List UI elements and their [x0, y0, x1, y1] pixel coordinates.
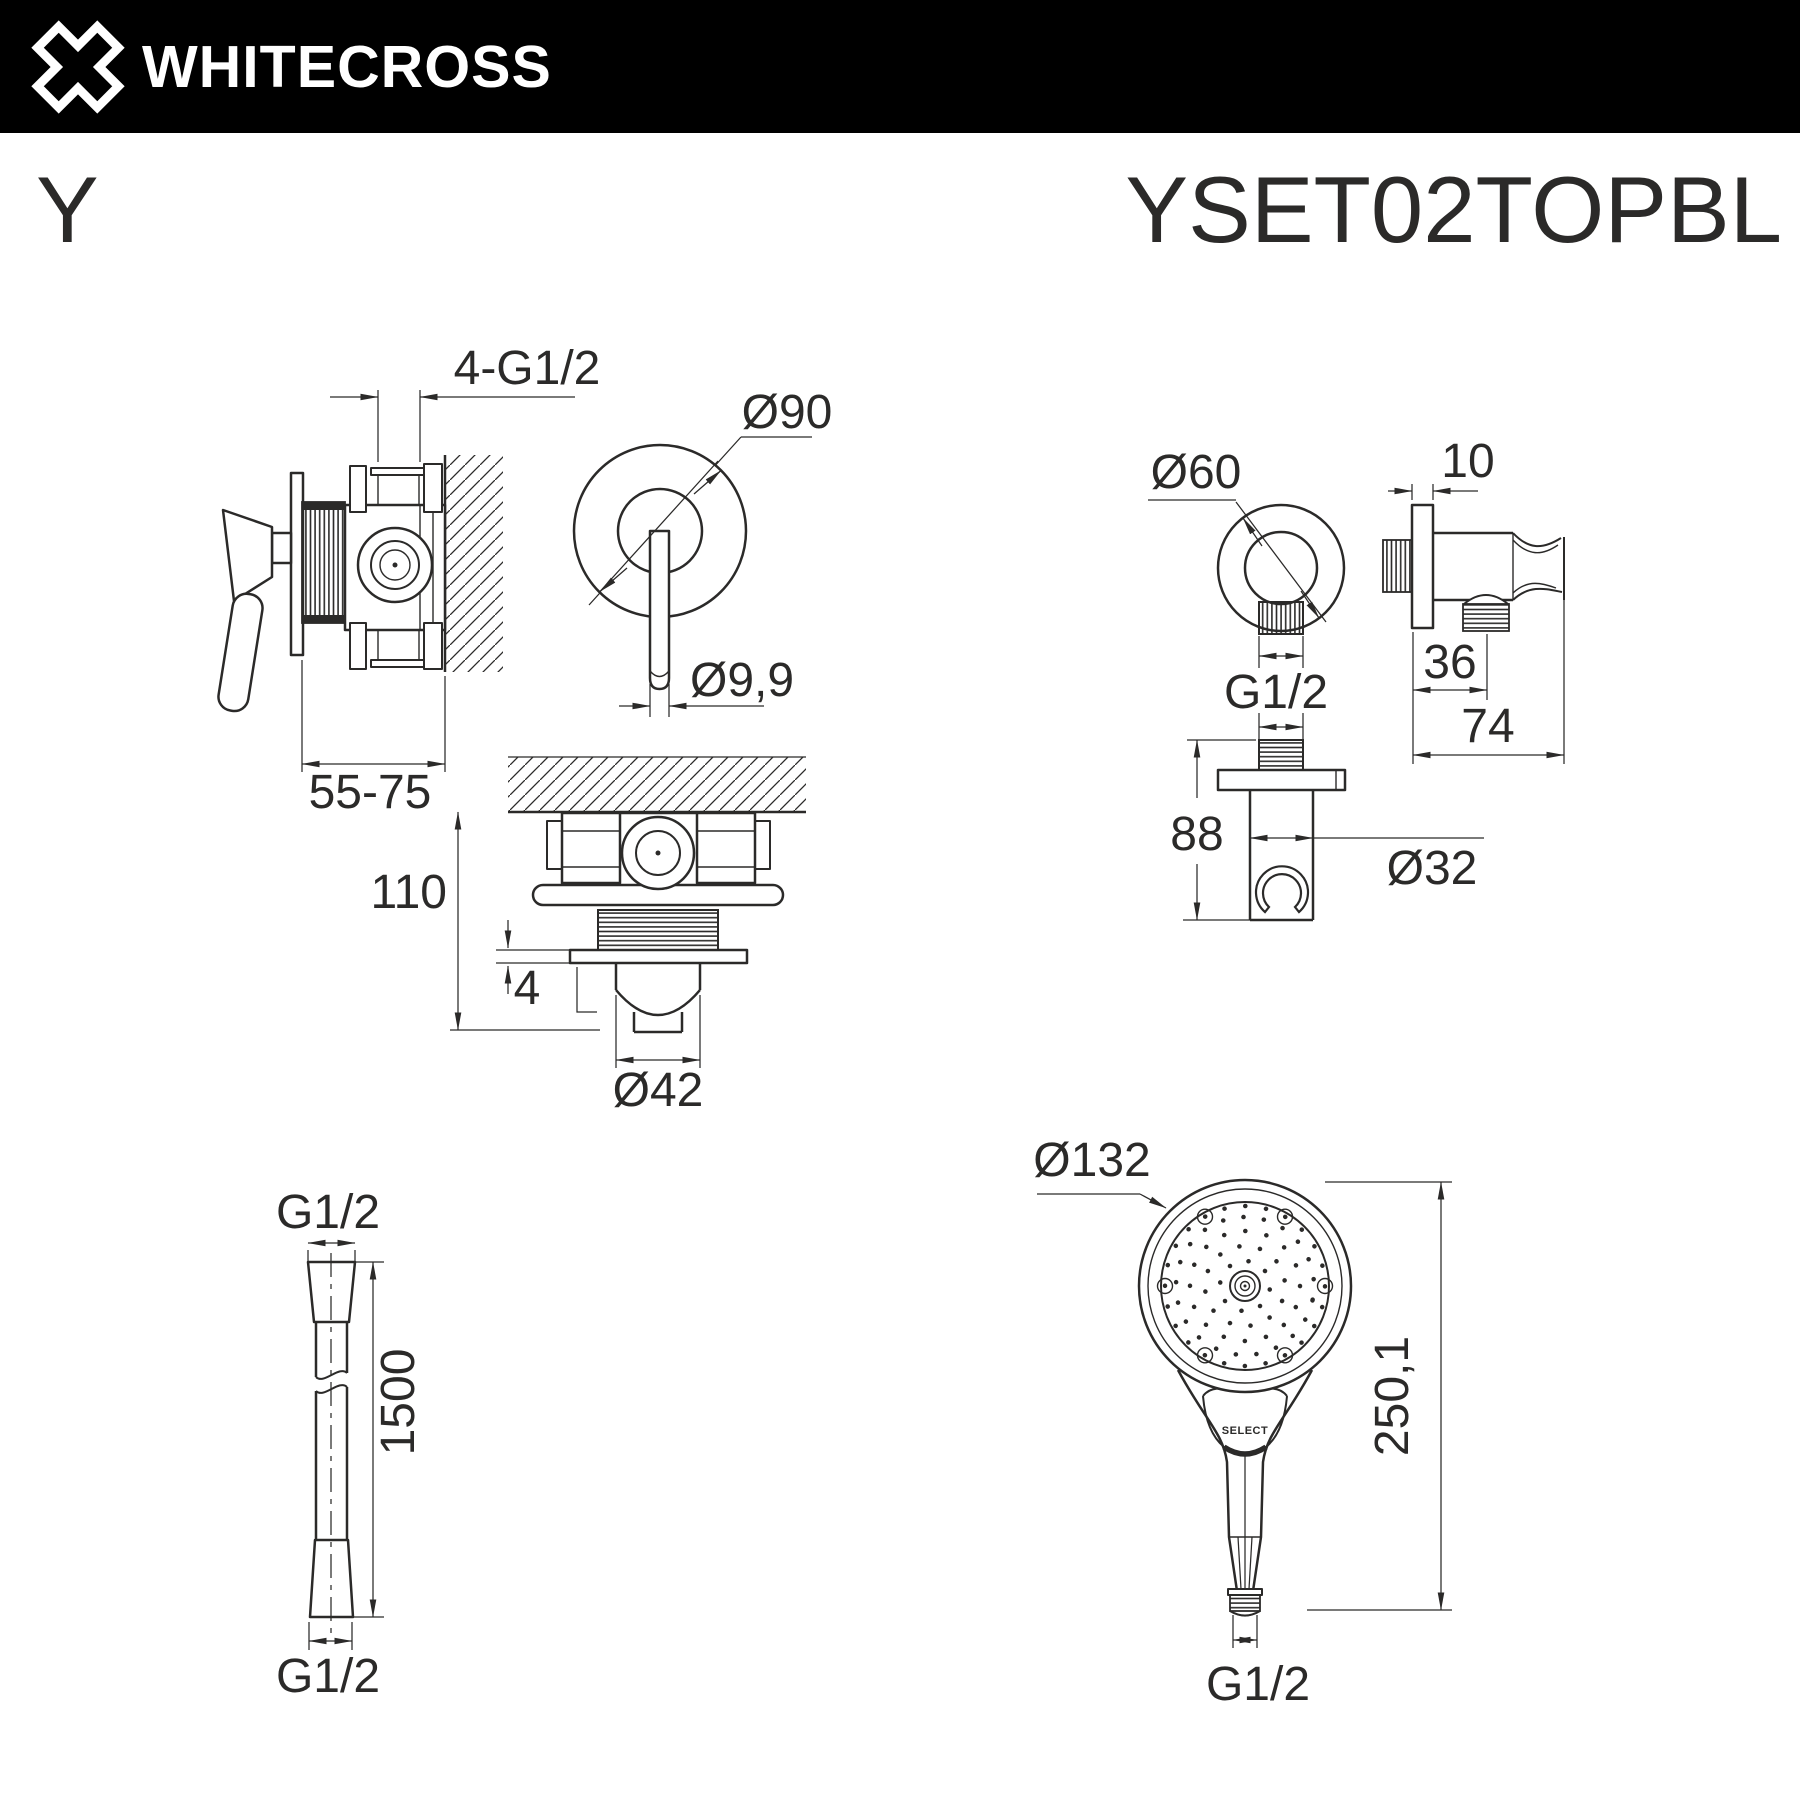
- dim-label-height: 110: [370, 866, 447, 919]
- holder-hook-top: [1513, 533, 1561, 546]
- mixer-side-view: [216, 342, 600, 819]
- dim-label-pin: Ø9,9: [690, 654, 795, 707]
- outlet-cap: [1464, 595, 1508, 604]
- valve-block-left: [562, 813, 620, 883]
- dim-label-outlet-diameter: Ø60: [1150, 446, 1242, 499]
- dim-spout-diameter: [613, 995, 704, 1117]
- dim-label-hose-thread-bottom: G1/2: [275, 1650, 381, 1703]
- model-title: YSET02TOPBL: [1125, 157, 1782, 262]
- handle-stem: [272, 533, 291, 563]
- holder-front-view: [1170, 713, 1484, 920]
- dim-pin-diameter: [619, 654, 794, 717]
- holder-flange: [1218, 770, 1345, 790]
- select-button: [1203, 1389, 1287, 1454]
- dim-label-holder-diameter: Ø32: [1386, 842, 1478, 895]
- dim-label-depth: 55-75: [308, 766, 432, 819]
- wall-plate: [1412, 505, 1433, 628]
- hand-shower-view: [1033, 1134, 1452, 1711]
- dim-label-escutcheon-diameter: Ø90: [741, 386, 833, 439]
- dim-label-offset: 36: [1423, 636, 1477, 689]
- outlet-connector-thread: [1259, 602, 1303, 634]
- dim-label-shower-thread: G1/2: [1205, 1658, 1311, 1711]
- dim-holder-height: [1170, 740, 1256, 920]
- dim-label-hose-length: 1500: [372, 1348, 425, 1456]
- dim-plate-thickness: [1388, 435, 1495, 500]
- dim-mixer-depth: [302, 660, 445, 819]
- dim-hose-length: [353, 1262, 425, 1617]
- dim-label-plate-thickness: 10: [1441, 435, 1495, 488]
- dim-mixer-ports: [330, 342, 600, 462]
- holder-stud-thread: [1259, 740, 1303, 770]
- hand-shower-handle: [1178, 1370, 1312, 1616]
- handle-connector-thread: [1230, 1595, 1260, 1611]
- holder-clip: [1256, 866, 1308, 912]
- valve-block-right: [697, 813, 755, 883]
- bottom-port: [350, 623, 366, 669]
- mixer-thread: [302, 502, 345, 623]
- dim-outlet-thread: [1224, 636, 1328, 719]
- dim-label-hose-thread-top: G1/2: [275, 1186, 381, 1239]
- wall-hatch: [445, 455, 503, 672]
- dim-hose-thread-bottom: [276, 1622, 380, 1703]
- outlet-side-view: [1383, 435, 1564, 764]
- dim-label-head-diameter: Ø132: [1033, 1134, 1151, 1187]
- dim-shower-thread: [1206, 1615, 1310, 1711]
- mixer-bottom-view: [370, 757, 806, 1117]
- dim-flange-thickness: [496, 920, 597, 1015]
- spout-flange: [570, 950, 747, 963]
- handle-pin: [650, 531, 669, 689]
- outlet-front-view: [1148, 446, 1344, 719]
- spout-thread: [598, 910, 718, 950]
- hose-view: [276, 1186, 425, 1703]
- handle-grip: [216, 592, 264, 713]
- dim-label-plate: 4: [513, 962, 541, 1015]
- inlet-thread: [1383, 540, 1412, 592]
- top-port: [350, 466, 366, 512]
- dim-label-outlet-thread: G1/2: [1223, 666, 1329, 719]
- dim-label-holder-height: 88: [1170, 808, 1224, 861]
- spout-outlet: [616, 963, 700, 1032]
- handle-arm: [223, 510, 272, 601]
- outlet-hub: [1245, 532, 1317, 604]
- connector-lip: [1228, 1589, 1262, 1595]
- dim-head-diameter: [1033, 1134, 1166, 1208]
- dim-label-shower-height: 250,1: [1366, 1335, 1419, 1457]
- dim-label-outlet-depth: 74: [1461, 700, 1515, 753]
- dim-label-spout: Ø42: [612, 1064, 704, 1117]
- brand-name: WHITECROSS: [142, 33, 552, 100]
- select-button-label: SELECT: [1221, 1425, 1269, 1437]
- dim-label-ports: 4-G1/2: [453, 342, 601, 395]
- dim-outlet-offset: [1413, 632, 1487, 700]
- holder-hook-bottom: [1513, 589, 1562, 600]
- ceiling-hatch: [508, 757, 806, 811]
- mixer-front-view: [574, 386, 832, 717]
- head-center-hub: [1230, 1271, 1260, 1301]
- outlet-thread-side: [1463, 604, 1509, 631]
- series-title: Y: [36, 157, 99, 262]
